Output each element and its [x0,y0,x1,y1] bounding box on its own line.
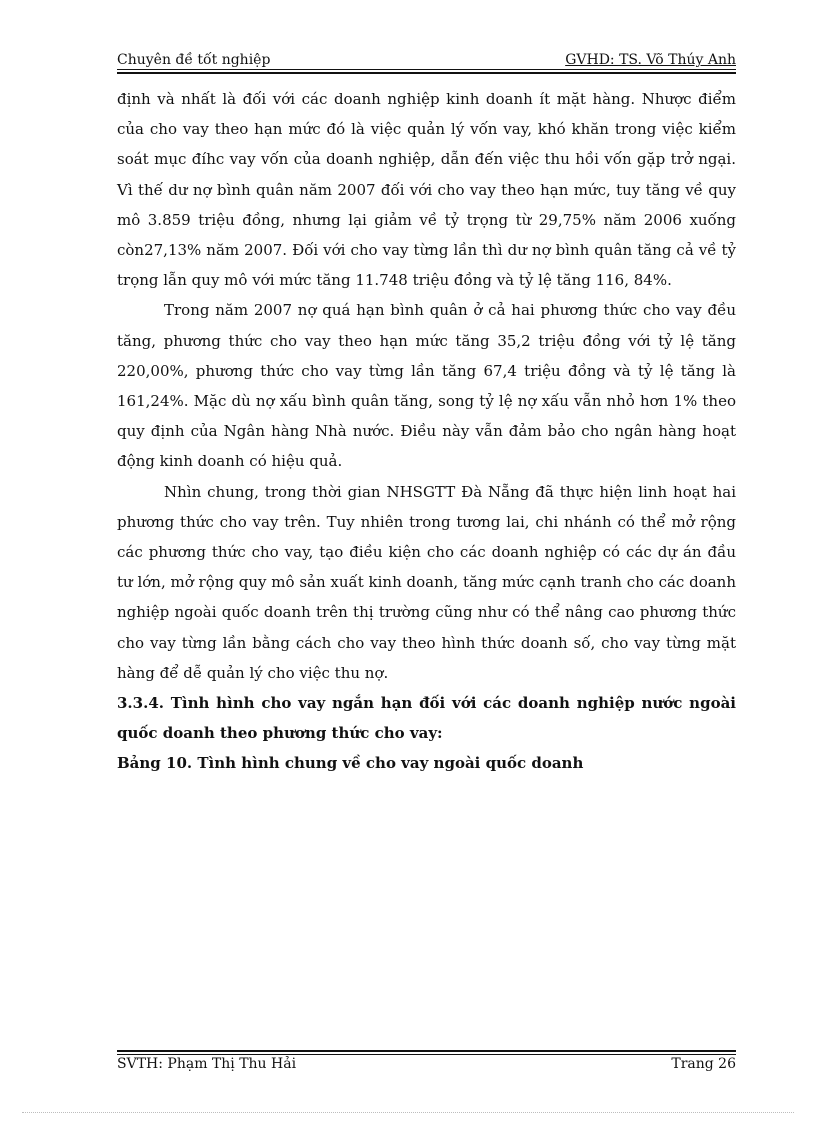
header-divider [117,69,736,74]
footer-divider [117,1050,736,1055]
paragraph-continuation: định và nhất là đối với các doanh nghiệp kinh doanh ít mặt hàng. Nhược điểm của cho vay theo hạn mức đó là việc quản lý vốn vay, khó khăn trong việc kiểm soát mục đíhc vay vốn của doanh nghiệp, dẫn đến việc thu hồi vốn gặp trở ngại. Vì thế dư nợ bình quân năm 2007 đối với cho vay theo hạn mức, tuy tăng về quy mô 3.859 triệu đồng, nhưng lại giảm về tỷ trọng từ 29,75% năm 2006 xuống còn27,13% năm 2007. Đối với cho vay từng lần thì dư nợ bình quân tăng cả về tỷ trọng lẫn quy mô với mức tăng 11.748 triệu đồng và tỷ lệ tăng 116, 84%. [117,90,736,290]
footer-student: SVTH: Phạm Thị Thu Hải [117,1056,297,1072]
header-course-title: Chuyên đề tốt nghiệp [117,52,271,68]
header-advisor: GVHD: TS. Võ Thúy Anh [565,52,736,68]
paragraph-overdue-debt: Trong năm 2007 nợ quá hạn bình quân ở cả hai phương thức cho vay đều tăng, phương thức cho vay theo hạn mức tăng 35,2 triệu đồng với tỷ lệ tăng 220,00%, phương thức cho vay từng lần tăng 67,4 triệu đồng và tỷ lệ tăng là 161,24%. Mặc dù nợ xấu bình quân tăng, song tỷ lệ nợ xấu vẫn nhỏ hơn 1% theo quy định của Ngân hàng Nhà nước. Điều này vẫn đảm bảo cho ngân hàng hoạt động kinh doanh có hiệu quả. [117,301,736,471]
page-edge [22,1112,794,1113]
paragraph-conclusion: Nhìn chung, trong thời gian NHSGTT Đà Nẵng đã thực hiện linh hoạt hai phương thức cho vay trên. Tuy nhiên trong tương lai, chi nhánh có thể mở rộng các phương thức cho vay, tạo điều kiện cho các doanh nghiệp có các dự án đầu tư lớn, mở rộng quy mô sản xuất kinh doanh, tăng mức cạnh tranh cho các doanh nghiệp ngoài quốc doanh trên thị trường cũng như có thể nâng cao phương thức cho vay từng lần bằng cách cho vay theo hình thức doanh số, cho vay từng mặt hàng để dễ quản lý cho việc thu nợ. [117,482,736,682]
document-body [117,84,736,779]
section-heading: 3.3.4. Tình hình cho vay ngắn hạn đối với các doanh nghiệp nước ngoài quốc doanh theo phương thức cho vay: [117,694,736,743]
table-caption: Bảng 10. Tình hình chung về cho vay ngoài quốc doanh [117,754,584,773]
page-footer [117,1056,736,1076]
page-header [117,48,736,68]
page-number: Trang 26 [671,1056,736,1072]
